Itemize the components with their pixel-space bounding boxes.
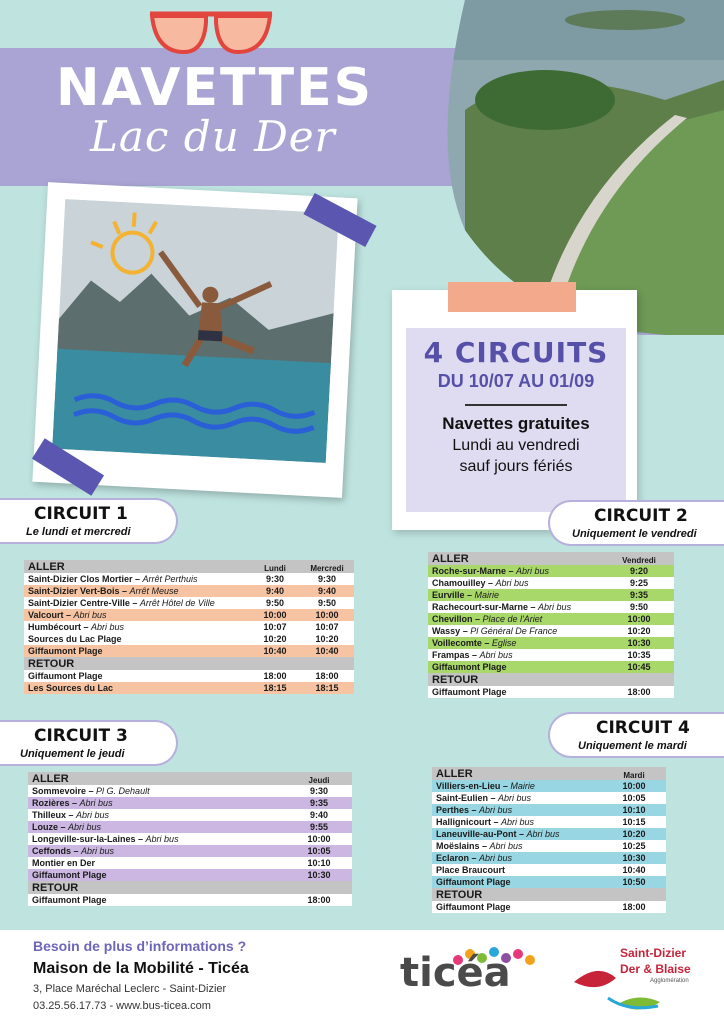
departure-time: 9:20 <box>604 565 674 577</box>
table-row <box>28 894 352 906</box>
departure-time: 18:15 <box>250 682 300 694</box>
stop-detail: Abri bus <box>76 810 110 820</box>
stop-label: Villiers-en-Lieu <box>436 781 501 791</box>
stop-name <box>28 821 286 833</box>
saint-dizier-logo-line2: Der & Blaise <box>620 962 691 976</box>
footer-question: Besoin de plus d’informations ? <box>33 938 247 954</box>
circuit2-timetable <box>428 552 674 698</box>
departure-time: 10:30 <box>286 869 352 881</box>
table-row <box>428 661 674 673</box>
stop-detail: Abri bus <box>479 650 513 660</box>
stop-detail: Mairie <box>474 590 500 600</box>
table-row <box>24 609 354 621</box>
stop-detail: Abri bus <box>489 841 523 851</box>
table-row <box>428 565 674 577</box>
departure-time: 9:25 <box>629 578 648 588</box>
stop-detail: Abri bus <box>495 578 529 588</box>
stop-name <box>28 869 286 881</box>
stop-separator: – <box>472 614 483 624</box>
stop-separator: – <box>66 810 77 820</box>
stop-detail: Arrêt Perthuis <box>142 574 198 584</box>
departure-time: 10:10 <box>307 858 331 868</box>
stop-separator: – <box>500 781 511 791</box>
table-row <box>432 901 666 913</box>
sunglasses-icon <box>146 8 276 58</box>
departure-time: 10:35 <box>627 650 651 660</box>
stop-label: Moëslains <box>436 841 480 851</box>
departure-time: 10:00 <box>307 834 331 844</box>
stop-detail: Abri bus <box>498 793 532 803</box>
circuit2-aller-header: ALLER <box>428 552 604 565</box>
stop-detail: Place de l'Ariet <box>482 614 543 624</box>
circuit4-timetable <box>432 767 666 913</box>
circuit4-retour-header: RETOUR <box>432 888 666 901</box>
stop-detail: Abri bus <box>91 622 125 632</box>
stop-detail: Abri bus <box>479 805 513 815</box>
departure-time: 10:40 <box>250 645 300 657</box>
stop-label: Giffaumont Plage <box>436 902 511 912</box>
info-tape <box>448 282 576 312</box>
stop-name <box>432 804 602 816</box>
footer-contact[interactable]: 03.25.56.17.73 - www.bus-ticea.com <box>33 1000 211 1012</box>
stop-name <box>24 585 250 597</box>
stop-label: Les Sources du Lac <box>28 683 114 693</box>
circuit1-col-lundi: Lundi <box>250 560 300 573</box>
stop-label: Frampas <box>432 650 470 660</box>
stop-name <box>28 857 286 869</box>
stop-label: Giffaumont Plage <box>436 877 511 887</box>
stop-name <box>28 797 286 809</box>
stop-label: Valcourt <box>28 610 64 620</box>
stop-detail: Abri bus <box>501 817 535 827</box>
table-row <box>432 780 666 792</box>
season-dates: DU 10/07 AU 01/09 <box>437 371 595 391</box>
stop-label: Chamouilley <box>432 578 486 588</box>
departure-time: 10:10 <box>602 804 666 816</box>
departure-time: 9:30 <box>265 574 284 584</box>
circuit3-title: CIRCUIT 3 <box>34 726 128 746</box>
stop-name <box>428 589 604 601</box>
table-row <box>24 633 354 645</box>
departure-time: 10:15 <box>622 817 646 827</box>
departure-time: 9:50 <box>265 598 284 608</box>
departure-time: 18:15 <box>300 682 354 694</box>
stop-separator: – <box>516 829 527 839</box>
departure-time: 10:00 <box>604 613 674 625</box>
departure-time: 18:00 <box>263 671 287 681</box>
stop-detail: Abri bus <box>73 610 107 620</box>
departure-time: 9:40 <box>300 585 354 597</box>
stop-separator: – <box>86 786 97 796</box>
departure-time: 10:40 <box>622 865 646 875</box>
stop-detail: Arrêt Hôtel de Ville <box>139 598 215 608</box>
circuit4-label <box>548 712 724 758</box>
info-card <box>392 290 637 530</box>
stop-label: Longeville-sur-la-Laines <box>32 834 136 844</box>
stop-name <box>432 876 602 888</box>
stop-separator: – <box>69 798 80 808</box>
stop-name <box>428 625 604 637</box>
stop-name <box>24 597 250 609</box>
circuit3-label <box>0 720 178 766</box>
table-row <box>28 845 352 857</box>
stop-detail: Abri bus <box>526 829 560 839</box>
stop-name <box>428 565 604 577</box>
circuit1-days: Le lundi et mercredi <box>26 526 131 538</box>
stop-detail: Abri bus <box>538 602 572 612</box>
departure-time: 10:30 <box>602 852 666 864</box>
stop-separator: – <box>491 817 502 827</box>
table-row <box>24 645 354 657</box>
stop-label: Rozières <box>32 798 70 808</box>
table-row <box>28 857 352 869</box>
free-shuttles-label: Navettes gratuites <box>442 414 590 433</box>
stop-label: Humbécourt <box>28 622 82 632</box>
service-days-line1: Lundi au vendredi <box>452 437 580 454</box>
poster-title: NAVETTES <box>56 58 374 118</box>
stop-detail: Mairie <box>510 781 535 791</box>
circuit4-title: CIRCUIT 4 <box>596 718 690 738</box>
stop-separator: – <box>135 834 146 844</box>
departure-time: 10:05 <box>622 793 646 803</box>
stop-name <box>28 833 286 845</box>
table-row <box>28 809 352 821</box>
departure-time: 10:20 <box>627 626 651 636</box>
circuit1-retour-header: RETOUR <box>24 657 354 670</box>
departure-time: 10:20 <box>315 634 339 644</box>
departure-time: 10:07 <box>263 622 287 632</box>
departure-time: 9:40 <box>250 585 300 597</box>
stop-separator: – <box>63 610 74 620</box>
departure-time: 18:00 <box>627 687 651 697</box>
stop-separator: – <box>481 638 492 648</box>
departure-time: 10:40 <box>300 645 354 657</box>
departure-time: 10:50 <box>602 876 666 888</box>
stop-detail: Abri bus <box>68 822 102 832</box>
stop-name <box>428 577 604 589</box>
footer-address: 3, Place Maréchal Leclerc - Saint-Dizier <box>33 983 227 995</box>
stop-separator: – <box>119 586 130 596</box>
stop-label: Saint-Dizier Centre-Ville <box>28 598 130 608</box>
departure-time: 10:45 <box>604 661 674 673</box>
circuits-count: 4 CIRCUITS <box>423 336 609 369</box>
departure-time: 10:07 <box>315 622 339 632</box>
table-row <box>428 625 674 637</box>
circuit1-label <box>0 498 178 544</box>
departure-time: 10:00 <box>250 609 300 621</box>
stop-separator: – <box>460 626 471 636</box>
table-row <box>432 828 666 840</box>
table-row <box>28 833 352 845</box>
stop-label: Giffaumont Plage <box>432 662 507 672</box>
stop-separator: – <box>464 590 475 600</box>
circuit1-aller-header: ALLER <box>24 560 250 573</box>
circuit2-retour-header: RETOUR <box>428 673 674 686</box>
stop-detail: Pl Général De France <box>470 626 558 636</box>
departure-time: 10:20 <box>602 828 666 840</box>
service-days-line2: sauf jours fériés <box>459 458 573 475</box>
table-row <box>428 589 674 601</box>
stop-name <box>28 785 286 797</box>
departure-time: 9:40 <box>309 810 328 820</box>
circuit4-days: Uniquement le mardi <box>578 740 687 752</box>
stop-name <box>428 686 604 698</box>
circuit1-title: CIRCUIT 1 <box>34 504 128 524</box>
stop-name <box>432 840 602 852</box>
table-row <box>28 785 352 797</box>
stop-name <box>432 852 602 864</box>
stop-label: Thilleux <box>32 810 67 820</box>
departure-time: 9:55 <box>286 821 352 833</box>
stop-separator: – <box>469 650 480 660</box>
departure-time: 9:30 <box>309 786 328 796</box>
stop-name <box>428 601 604 613</box>
table-row <box>28 869 352 881</box>
circuit2-col-vendredi: Vendredi <box>604 552 674 565</box>
stop-label: Sommevoire <box>32 786 87 796</box>
stop-separator: – <box>488 793 499 803</box>
departure-time: 10:00 <box>602 780 666 792</box>
stop-separator: – <box>528 602 539 612</box>
table-row <box>428 649 674 661</box>
stop-label: Laneuville-au-Pont <box>436 829 517 839</box>
departure-time: 9:30 <box>317 574 336 584</box>
stop-separator: – <box>469 805 480 815</box>
stop-separator: – <box>485 578 496 588</box>
departure-time: 10:25 <box>622 841 646 851</box>
stop-name <box>24 682 250 694</box>
departure-time: 18:00 <box>622 902 646 912</box>
stop-label: Sources du Lac Plage <box>28 634 122 644</box>
stop-name <box>428 649 604 661</box>
stop-name <box>24 573 250 585</box>
stop-detail: Arrêt Meuse <box>129 586 179 596</box>
stop-label: Ceffonds <box>32 846 71 856</box>
stop-label: Rachecourt-sur-Marne <box>432 602 529 612</box>
stop-name <box>428 661 604 673</box>
stop-separator: – <box>58 822 69 832</box>
table-row <box>28 797 352 809</box>
circuit2-days: Uniquement le vendredi <box>572 528 697 540</box>
beach-photo-card <box>32 182 357 498</box>
stop-name <box>24 621 250 633</box>
info-divider <box>465 404 567 406</box>
table-row <box>432 840 666 852</box>
stop-detail: Abri bus <box>79 798 113 808</box>
stop-label: Wassy <box>432 626 461 636</box>
stop-name <box>428 637 604 649</box>
table-row <box>24 597 354 609</box>
table-row <box>24 670 354 682</box>
circuit2-label <box>548 500 724 546</box>
departure-time: 9:50 <box>629 602 648 612</box>
table-row <box>24 682 354 694</box>
stop-separator: – <box>132 574 143 584</box>
table-row <box>432 864 666 876</box>
circuit1-col-mercredi: Mercredi <box>300 560 354 573</box>
departure-time: 10:00 <box>300 609 354 621</box>
stop-name <box>432 828 602 840</box>
saint-dizier-logo-line1: Saint-Dizier <box>620 946 687 960</box>
table-row <box>24 621 354 633</box>
stop-detail: Abri bus <box>145 834 179 844</box>
stop-name <box>428 613 604 625</box>
departure-time: 10:20 <box>263 634 287 644</box>
stop-name <box>432 792 602 804</box>
stop-name <box>432 901 602 913</box>
table-row <box>28 821 352 833</box>
circuit3-timetable <box>28 772 352 906</box>
circuit3-aller-header: ALLER <box>28 772 286 785</box>
stop-label: Roche-sur-Marne <box>432 566 507 576</box>
table-row <box>432 876 666 888</box>
stop-label: Louze <box>32 822 58 832</box>
saint-dizier-logo-line3: Agglomération <box>650 978 689 984</box>
stop-name <box>28 845 286 857</box>
table-row <box>432 804 666 816</box>
departure-time: 10:30 <box>604 637 674 649</box>
stop-label: Hallignicourt <box>436 817 492 827</box>
stop-label: Saint-Dizier Vert-Bois <box>28 586 120 596</box>
table-row <box>428 601 674 613</box>
stop-detail: Eglise <box>491 638 517 648</box>
poster-subtitle: Lac du Der <box>90 112 336 161</box>
circuit4-aller-header: ALLER <box>432 767 602 780</box>
stop-name <box>24 645 250 657</box>
stop-label: Giffaumont Plage <box>32 895 107 905</box>
departure-time: 9:35 <box>286 797 352 809</box>
circuit3-retour-header: RETOUR <box>28 881 352 894</box>
stop-label: Eclaron <box>436 853 470 863</box>
jumping-man-photo <box>52 199 339 463</box>
table-row <box>432 816 666 828</box>
circuit1-timetable <box>24 560 354 694</box>
table-row <box>432 792 666 804</box>
stop-name <box>432 816 602 828</box>
circuit4-col-mardi: Mardi <box>602 767 666 780</box>
stop-label: Perthes <box>436 805 470 815</box>
stop-label: Place Braucourt <box>436 865 506 875</box>
stop-detail: Abri bus <box>516 566 550 576</box>
table-row <box>24 585 354 597</box>
stop-label: Giffaumont Plage <box>32 870 107 880</box>
stop-name <box>24 609 250 621</box>
footer <box>0 930 724 1024</box>
stop-name <box>432 864 602 876</box>
stop-label: Eurville <box>432 590 465 600</box>
stop-name <box>24 670 250 682</box>
stop-separator: – <box>71 846 82 856</box>
departure-time: 18:00 <box>307 895 331 905</box>
stop-detail: Pl G. Dehault <box>96 786 150 796</box>
table-row <box>24 573 354 585</box>
stop-label: Chevillon <box>432 614 473 624</box>
table-row <box>428 577 674 589</box>
ticea-logo: ticéa <box>400 950 511 996</box>
table-row <box>432 852 666 864</box>
stop-label: Voillecomte <box>432 638 482 648</box>
circuit3-col-jeudi: Jeudi <box>286 772 352 785</box>
stop-separator: – <box>506 566 517 576</box>
stop-name <box>28 809 286 821</box>
departure-time: 9:50 <box>317 598 336 608</box>
stop-label: Giffaumont Plage <box>432 687 507 697</box>
stop-label: Saint-Eulien <box>436 793 489 803</box>
stop-separator: – <box>479 841 490 851</box>
departure-time: 10:05 <box>286 845 352 857</box>
circuit2-title: CIRCUIT 2 <box>594 506 688 526</box>
departure-time: 9:35 <box>604 589 674 601</box>
stop-name <box>24 633 250 645</box>
stop-detail: Abri bus <box>479 853 513 863</box>
stop-separator: – <box>469 853 480 863</box>
stop-label: Giffaumont Plage <box>28 671 103 681</box>
info-panel <box>406 328 626 512</box>
stop-name <box>28 894 286 906</box>
stop-label: Montier en Der <box>32 858 96 868</box>
departure-time: 18:00 <box>315 671 339 681</box>
stop-separator: – <box>129 598 140 608</box>
stop-separator: – <box>81 622 92 632</box>
stop-label: Giffaumont Plage <box>28 646 103 656</box>
stop-name <box>432 780 602 792</box>
stop-label: Saint-Dizier Clos Mortier <box>28 574 133 584</box>
table-row <box>428 613 674 625</box>
table-row <box>428 686 674 698</box>
stop-detail: Abri bus <box>81 846 115 856</box>
table-row <box>428 637 674 649</box>
footer-org-name: Maison de la Mobilité - Ticéa <box>33 960 249 977</box>
circuit3-days: Uniquement le jeudi <box>20 748 125 760</box>
